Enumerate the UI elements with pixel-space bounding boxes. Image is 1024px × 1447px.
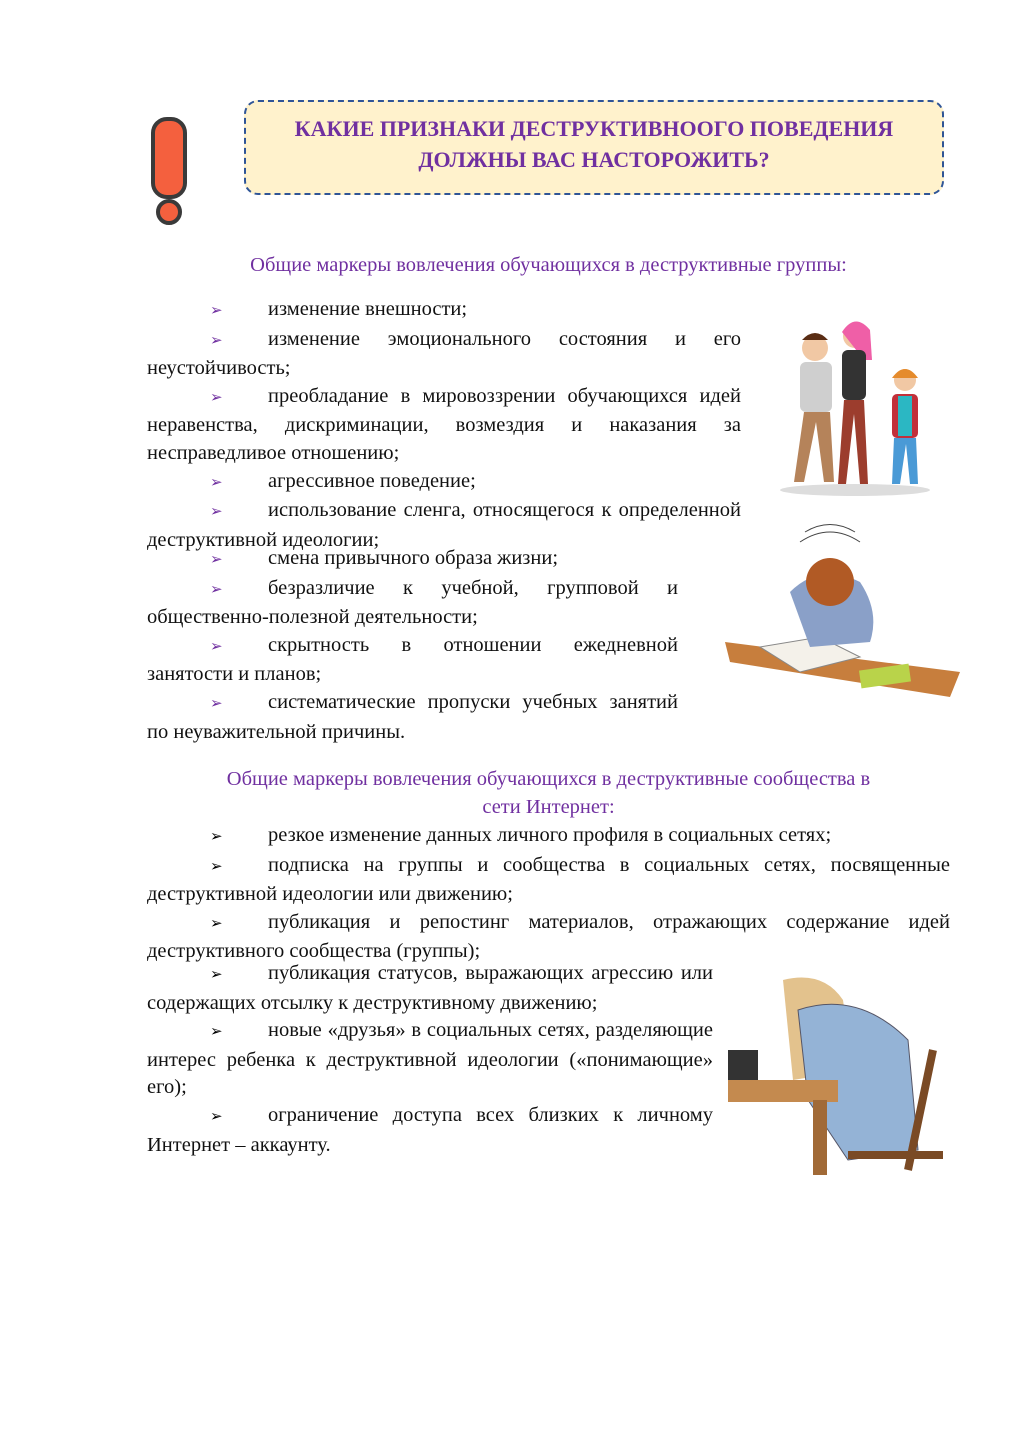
title-line-1: КАКИЕ ПРИЗНАКИ ДЕСТРУКТИВНООГО ПОВЕДЕНИЯ: [294, 116, 894, 141]
list-item: ➢ изменение внешности;: [147, 296, 741, 326]
list-item: ➢ публикация и репостинг материалов, отражающих содержание идей деструктивного сообщества (группы);: [147, 910, 950, 963]
section1-list-a: [147, 296, 741, 554]
section2-list-a: [147, 822, 950, 966]
list-item: ➢ преобладание в мировоззрении обучающихся идей неравенства, дискриминации, возмездия и наказания за несправедливое отношению;: [147, 384, 741, 464]
stressed-student-illustration: [720, 522, 965, 717]
arrow-bullet-icon: ➢: [210, 638, 223, 655]
list-item: ➢ публикация статусов, выражающих агрессию или содержащих отсылку к деструктивному движению;: [147, 962, 713, 1014]
arrow-bullet-icon: ➢: [210, 915, 223, 932]
arrow-bullet-icon: ➢: [210, 967, 223, 983]
list-item: ➢ ограничение доступа всех близких к личному Интернет – аккаунту.: [147, 1103, 713, 1156]
list-item: ➢ безразличие к учебной, групповой и общественно-полезной деятельности;: [147, 576, 678, 629]
list-item: ➢ изменение эмоционального состояния и его неустойчивость;: [147, 327, 741, 380]
arrow-bullet-icon: ➢: [210, 1108, 223, 1125]
arrow-bullet-icon: ➢: [210, 474, 223, 491]
list-item: ➢ систематические пропуски учебных занятий по неуважительной причины.: [147, 690, 678, 743]
title-box: [244, 100, 944, 195]
arrow-bullet-icon: ➢: [210, 695, 223, 712]
arguing-teens-illustration: [770, 318, 935, 498]
arrow-bullet-icon: ➢: [210, 1024, 223, 1041]
list-item: ➢ скрытность в отношении ежедневной занятости и планов;: [147, 633, 678, 686]
list-item: ➢ использование сленга, относящегося к определенной деструктивной идеологии;: [147, 499, 741, 551]
list-item: ➢ новые «друзья» в социальных сетях, разделяющие интерес ребенка к деструктивной идеологии («понимающие» его);: [147, 1019, 713, 1099]
list-item: ➢ подписка на группы и сообщества в социальных сетях, посвященные деструктивной идеологии или движению;: [147, 853, 950, 906]
section1-heading: Общие маркеры вовлечения обучающихся в деструктивные группы:: [250, 254, 847, 276]
arrow-bullet-icon: ➢: [210, 332, 223, 349]
arrow-bullet-icon: ➢: [210, 552, 223, 568]
arrow-bullet-icon: ➢: [210, 303, 223, 319]
arrow-bullet-icon: ➢: [210, 581, 223, 598]
exclamation-icon: [148, 116, 192, 226]
section2-heading: Общие маркеры вовлечения обучающихся в деструктивные сообщества в сети Интернет:: [226, 768, 871, 818]
sad-student-at-desk-illustration: [728, 970, 943, 1180]
arrow-bullet-icon: ➢: [210, 858, 223, 875]
list-item: ➢ резкое изменение данных личного профиля в социальных сетях;: [147, 822, 950, 852]
list-item: ➢ смена привычного образа жизни;: [147, 545, 678, 575]
section1-list-b: [147, 545, 678, 746]
arrow-bullet-icon: ➢: [210, 389, 223, 406]
section2-list-b: [147, 960, 713, 1159]
arrow-bullet-icon: ➢: [210, 504, 223, 521]
list-item: ➢ агрессивное поведение;: [147, 468, 741, 498]
arrow-bullet-icon: ➢: [210, 829, 223, 845]
title-line-2: ДОЛЖНЫ ВАС НАСТОРОЖИТЬ?: [418, 147, 770, 172]
